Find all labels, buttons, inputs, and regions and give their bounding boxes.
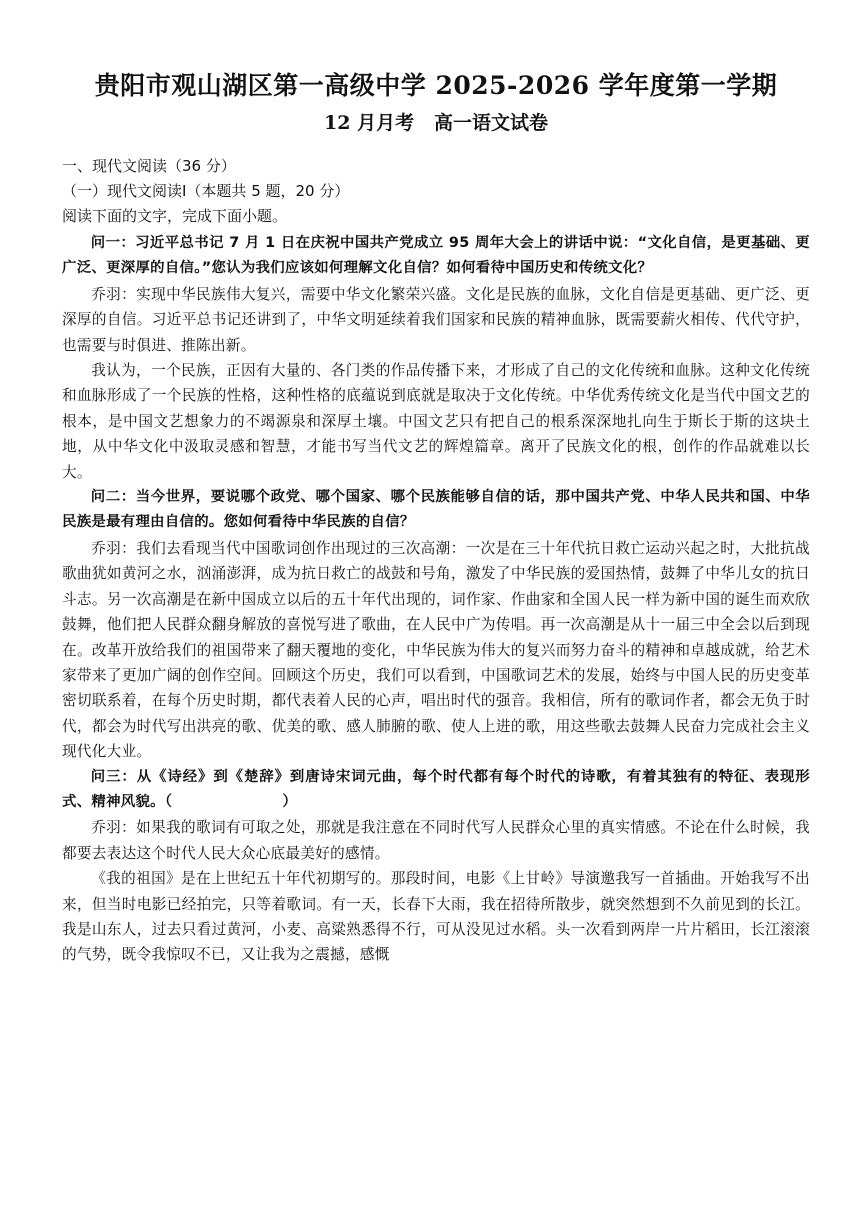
question-3-text: 问三：从《诗经》到《楚辞》到唐诗宋词元曲，每个时代都有每个时代的诗歌，有着其独有的特征、表现形式、精神风貌。（ [62,768,810,810]
question-3-close: ） [282,793,298,810]
section-heading: 一、现代文阅读（36 分） [62,157,236,175]
reading-instruction: 阅读下面的文字，完成下面小题。 [62,207,288,225]
question-3 [62,765,810,816]
question-1: 问一：习近平总书记 7 月 1 日在庆祝中国共产党成立 95 周年大会上的讲话中说：“文化自信，是更基础、更广泛、更深厚的自信。”您认为我们应该如何理解文化自信？如何看待中国历史和传统文化？ [62,235,810,277]
answer-3-paragraph-1: 乔羽：如果我的歌词有可取之处，那就是我注意在不同时代写人民群众心里的真实情感。不论在什么时候，我都要去表达这个时代人民大众心底最美好的感情。 [62,819,810,862]
section-subheading: （一）现代文阅读Ⅰ（本题共 5 题，20 分） [62,182,350,200]
answer-1-paragraph-1: 乔羽：实现中华民族伟大复兴，需要中华文化繁荣兴盛。文化是民族的血脉，文化自信是更基础、更广泛、更深厚的自信。习近平总书记还讲到了，中华文明延续着我们国家和民族的精神血脉，既需要薪火相传、代代守护，也需要与时俱进、推陈出新。 [62,285,810,354]
exam-subtitle: 12 月月考 高一语文试卷 [324,112,548,134]
answer-2-paragraph: 乔羽：我们去看现当代中国歌词创作出现过的三次高潮：一次是在三十年代抗日救亡运动兴起之时，大批抗战歌曲犹如黄河之水，汹涌澎湃，成为抗日救亡的战鼓和号角，激发了中华民族的爱国热情，鼓舞了中华儿女的抗日斗志。另一次高潮是在新中国成立以后的五十年代出现的，词作家、作曲家和全国人民一样为新中国的诞生而欢欣鼓舞，他们把人民群众翻身解放的喜悦写进了歌曲，在人民中广为传唱。再一次高潮是从十一届三中全会以后到现在。改革开放给我们的祖国带来了翻天覆地的变化，中华民族为伟大的复兴而努力奋斗的精神和卓越成就，给艺术家带来了更加广阔的创作空间。回顾这个历史，我们可以看到，中国歌词艺术的发展，始终与中国人民的历史变革密切联系着，在每个历史时期，都代表着人民的心声，唱出时代的强音。我相信，所有的歌词作者，都会无负于时代，都会为时代写出洪亮的歌、优美的歌、感人肺腑的歌、使人上进的歌，用这些歌去鼓舞人民奋力完成社会主义现代化大业。 [62,539,810,761]
exam-title: 贵阳市观山湖区第一高级中学 2025-2026 学年度第一学期 [94,71,778,100]
exam-page [62,70,810,968]
question-2: 问二：当今世界，要说哪个政党、哪个国家、哪个民族能够自信的话，那中国共产党、中华人民共和国、中华民族是最有理由自信的。您如何看待中华民族的自信？ [62,489,810,531]
answer-1-paragraph-2: 我认为，一个民族，正因有大量的、各门类的作品传播下来，才形成了自己的文化传统和血脉。这种文化传统和血脉形成了一个民族的性格，这种性格的底蕴说到底就是取决于文化传统。中华优秀传统文化是当代中国文艺的根本，是中国文艺想象力的不竭源泉和深厚土壤。中国文艺只有把自己的根系深深地扎向生于斯长于斯的这块土地，从中华文化中汲取灵感和智慧，才能书写当代文艺的辉煌篇章。离开了民族文化的根，创作的作品就难以长大。 [62,362,810,481]
answer-3-paragraph-2: 《我的祖国》是在上世纪五十年代初期写的。那段时间，电影《上甘岭》导演邀我写一首插曲。开始我写不出来，但当时电影已经拍完，只等着歌词。有一天，长春下大雨，我在招待所散步，就突然想到不久前见到的长江。我是山东人，过去只看过黄河，小麦、高粱熟悉得不行，可从没见过水稻。头一次看到两岸一片片稻田，长江滚滚的气势，既令我惊叹不已，又让我为之震撼，感慨 [62,870,810,964]
